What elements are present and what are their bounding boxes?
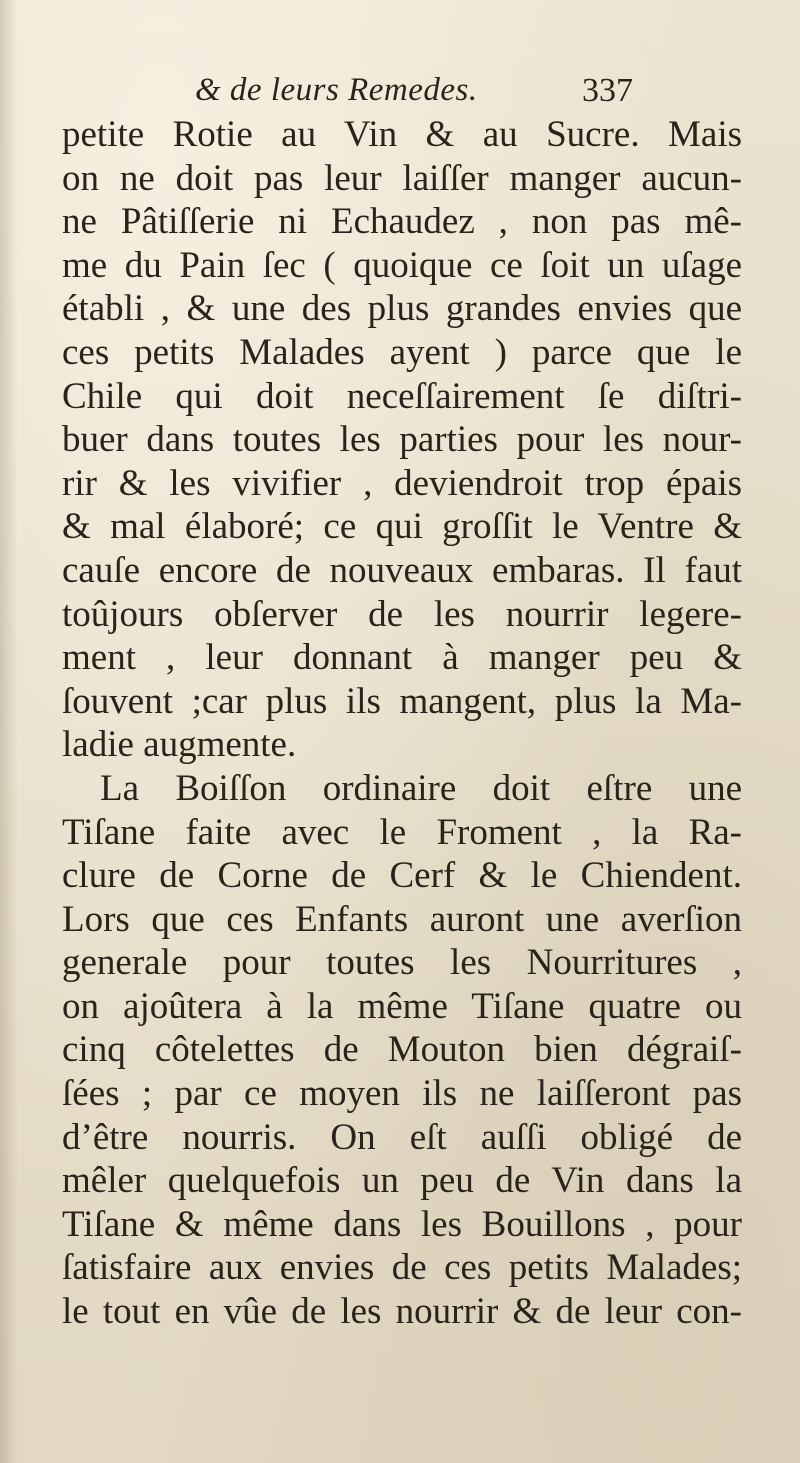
text-line: ſées ; par ce moyen ils ne laiſſeront pas <box>62 1073 742 1115</box>
text-line: ment , leur donnant à manger peu & <box>62 637 742 679</box>
text-line: ne Pâtiſſerie ni Echaudez , non pas mê- <box>62 201 742 243</box>
text-line: toûjours obſerver de les nourrir legere- <box>62 593 742 635</box>
page-gutter-shadow <box>0 0 18 1463</box>
text-line: ſouvent ;car plus ils mangent, plus la Ma- <box>62 680 742 722</box>
text-line: d’être nourris. On eſt auſſi obligé de <box>62 1116 742 1158</box>
text-line: buer dans toutes les parties pour les nour- <box>62 419 742 461</box>
text-line: Chile qui doit neceſſairement ſe diſtri- <box>62 375 742 417</box>
text-line: établi , & une des plus grandes envies que <box>62 288 742 330</box>
text-line: Tiſane & même dans les Bouillons , pour <box>62 1203 742 1245</box>
page-number: 337 <box>582 72 633 109</box>
text-line: le tout en vûe de les nourrir & de leur con- <box>62 1291 742 1333</box>
text-line: & mal élaboré; ce qui groſſit le Ventre & <box>62 506 742 548</box>
text-line: ſatisfaire aux envies de ces petits Malades; <box>62 1247 742 1289</box>
text-line: cauſe encore de nouveaux embaras. Il faut <box>62 549 742 591</box>
text-line: on ajoûtera à la même Tiſane quatre ou <box>62 985 742 1027</box>
paragraph-first-line: La Boiſſon ordinaire doit eſtre une <box>100 767 742 809</box>
text-line: on ne doit pas leur laiſſer manger aucun- <box>62 157 742 199</box>
text-line: clure de Corne de Cerf & le Chiendent. <box>62 855 742 897</box>
body-text <box>62 113 742 1334</box>
text-line: cinq côtelettes de Mouton bien dégraiſ- <box>62 1029 742 1071</box>
page-header <box>0 72 800 112</box>
text-line: generale pour toutes les Nourritures , <box>62 942 742 984</box>
running-head: & de leurs Remedes. <box>195 72 478 108</box>
text-line: ces petits Malades ayent ) parce que le <box>62 331 742 373</box>
text-line: me du Pain ſec ( quoique ce ſoit un uſage <box>62 244 742 286</box>
text-line: mêler quelquefois un peu de Vin dans la <box>62 1160 742 1202</box>
text-line: rir & les vivifier , deviendroit trop épais <box>62 462 742 504</box>
text-line: ladie augmente. <box>62 724 297 766</box>
text-line: Lors que ces Enfants auront une averſion <box>62 898 742 940</box>
text-line: Tiſane faite avec le Froment , la Ra- <box>62 811 742 853</box>
text-line: petite Rotie au Vin & au Sucre. Mais <box>62 114 742 155</box>
